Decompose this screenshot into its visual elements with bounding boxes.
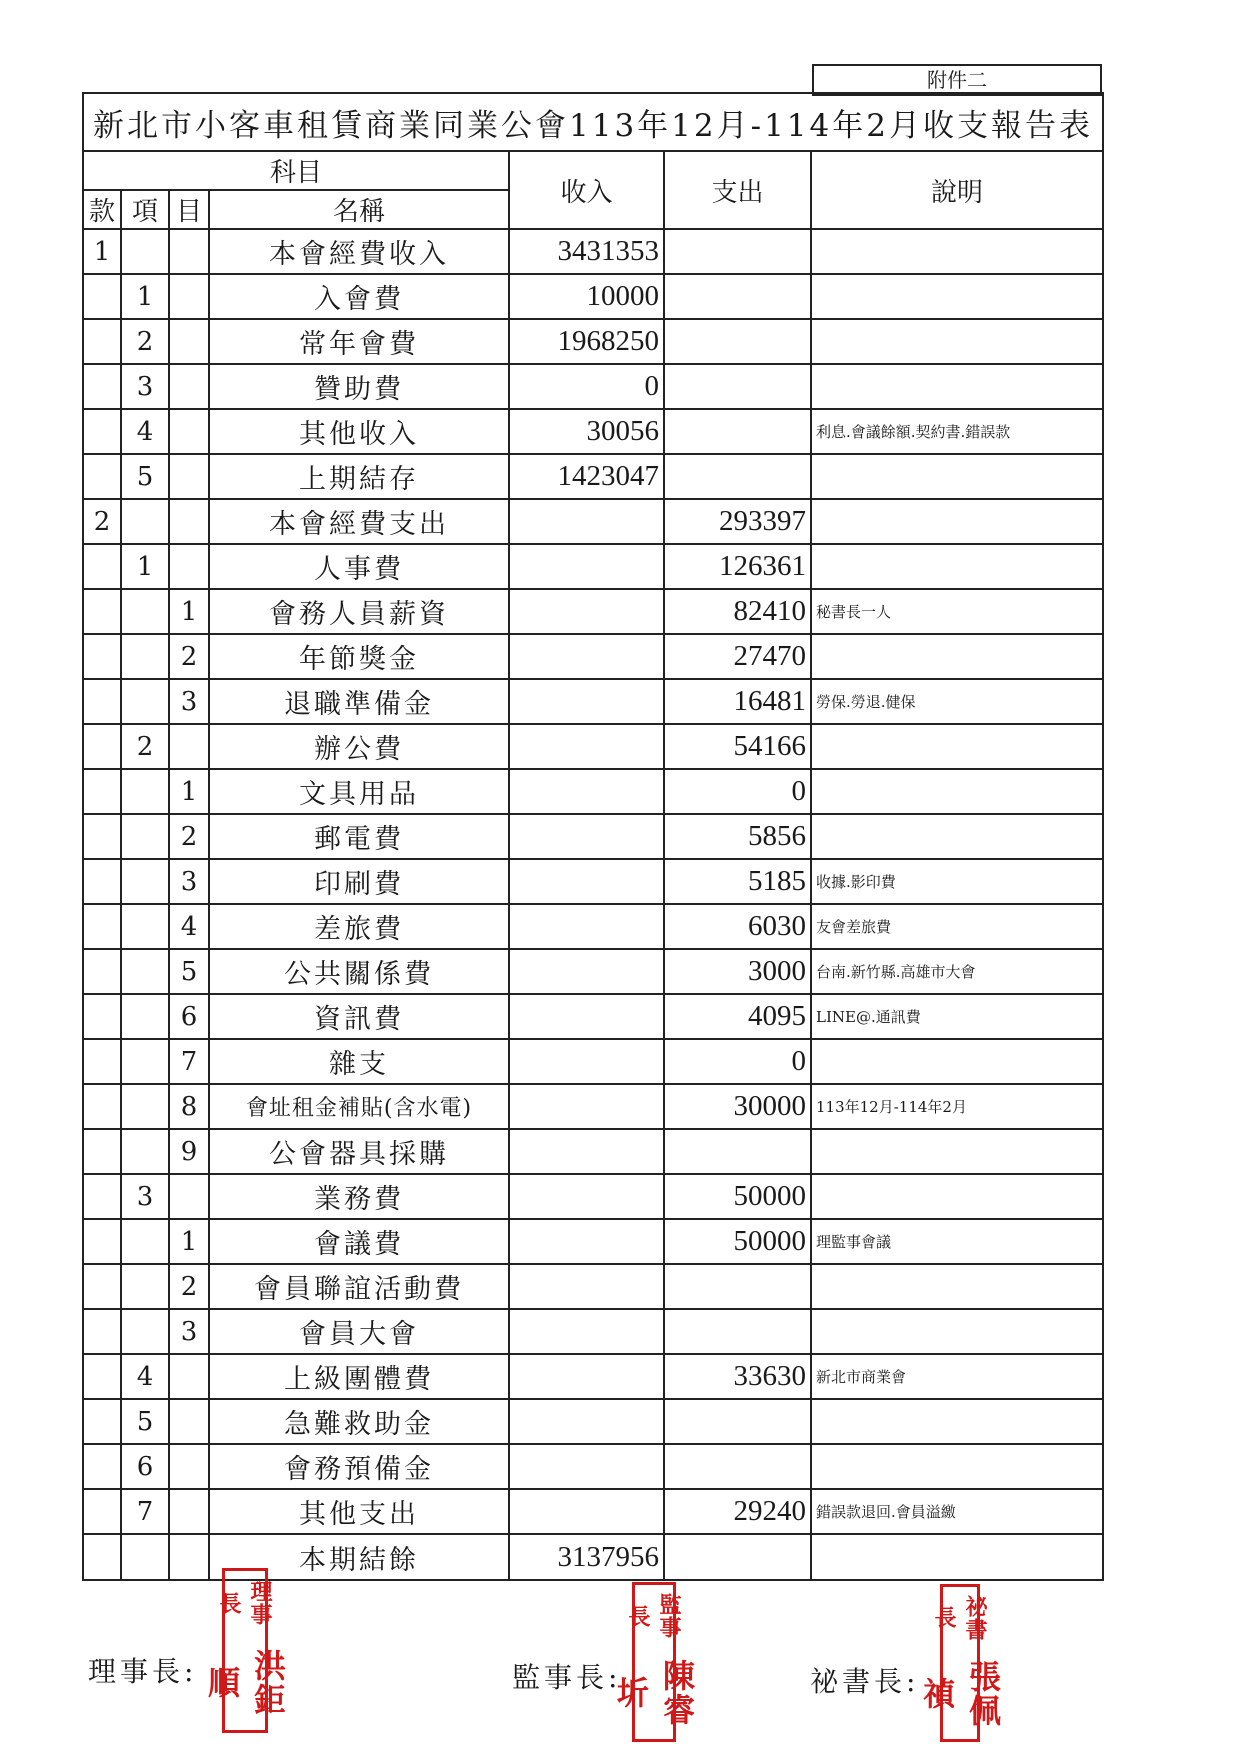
name-cell: 文具用品 (209, 769, 509, 814)
mu-header: 目 (169, 190, 209, 229)
mu-cell (169, 1489, 209, 1534)
name-cell: 本會經費收入 (209, 229, 509, 274)
name-cell: 公會器具採購 (209, 1129, 509, 1174)
kuan-cell (83, 1039, 121, 1084)
expense-cell (664, 1399, 811, 1444)
xiang-cell: 7 (121, 1489, 169, 1534)
xiang-cell: 1 (121, 274, 169, 319)
name-cell: 差旅費 (209, 904, 509, 949)
expense-cell: 33630 (664, 1354, 811, 1399)
expense-cell: 4095 (664, 994, 811, 1039)
income-cell (509, 679, 664, 724)
mu-cell (169, 319, 209, 364)
income-cell (509, 1039, 664, 1084)
kuan-cell (83, 544, 121, 589)
income-header: 收入 (509, 151, 664, 229)
kuan-cell (83, 1399, 121, 1444)
name-cell: 人事費 (209, 544, 509, 589)
name-cell: 入會費 (209, 274, 509, 319)
kuan-cell (83, 409, 121, 454)
note-cell (811, 1129, 1103, 1174)
expense-cell: 50000 (664, 1219, 811, 1264)
mu-cell: 1 (169, 769, 209, 814)
table-row (83, 1264, 1103, 1309)
kuan-cell (83, 679, 121, 724)
table-row (83, 769, 1103, 814)
expense-cell: 29240 (664, 1489, 811, 1534)
total-xiang-cell (121, 1534, 169, 1580)
xiang-cell (121, 1219, 169, 1264)
expense-cell: 0 (664, 769, 811, 814)
kuan-cell: 2 (83, 499, 121, 544)
supervisor-seal (612, 1582, 696, 1742)
income-cell (509, 949, 664, 994)
mu-cell (169, 1399, 209, 1444)
xiang-cell (121, 814, 169, 859)
note-cell: 秘書長一人 (811, 589, 1103, 634)
expense-cell: 54166 (664, 724, 811, 769)
note-cell: 錯誤款退回.會員溢繳 (811, 1489, 1103, 1534)
supervisor-label: 監事長: (512, 1661, 622, 1694)
chairman-seal (203, 1568, 287, 1733)
expense-cell (664, 364, 811, 409)
table-row (83, 589, 1103, 634)
table-row (83, 1129, 1103, 1174)
mu-cell: 3 (169, 1309, 209, 1354)
note-cell (811, 1399, 1103, 1444)
income-cell (509, 499, 664, 544)
note-cell: 台南.新竹縣.高雄市大會 (811, 949, 1103, 994)
mu-cell: 8 (169, 1084, 209, 1129)
secretary-label: 祕書長: (810, 1665, 920, 1698)
mu-cell: 3 (169, 859, 209, 904)
note-cell (811, 769, 1103, 814)
income-cell (509, 1174, 664, 1219)
note-cell (811, 499, 1103, 544)
income-cell (509, 904, 664, 949)
income-cell (509, 769, 664, 814)
income-cell (509, 859, 664, 904)
name-cell: 會務預備金 (209, 1444, 509, 1489)
name-cell: 上期結存 (209, 454, 509, 499)
note-cell (811, 724, 1103, 769)
expense-cell (664, 274, 811, 319)
xiang-cell: 3 (121, 1174, 169, 1219)
name-cell: 會員聯誼活動費 (209, 1264, 509, 1309)
table-row (83, 1399, 1103, 1444)
attachment-label: 附件二 (812, 64, 1102, 96)
name-header: 名稱 (209, 190, 509, 229)
kuan-cell (83, 1309, 121, 1354)
xiang-cell: 4 (121, 1354, 169, 1399)
kuan-cell (83, 1219, 121, 1264)
income-cell (509, 544, 664, 589)
kuan-cell (83, 949, 121, 994)
income-cell: 0 (509, 364, 664, 409)
name-cell: 郵電費 (209, 814, 509, 859)
income-cell: 30056 (509, 409, 664, 454)
income-cell: 1423047 (509, 454, 664, 499)
kuan-cell (83, 859, 121, 904)
xiang-cell (121, 1264, 169, 1309)
name-cell: 會員大會 (209, 1309, 509, 1354)
xiang-cell: 6 (121, 1444, 169, 1489)
note-cell (811, 1039, 1103, 1084)
total-name-cell: 本期結餘 (209, 1534, 509, 1580)
xiang-cell: 3 (121, 364, 169, 409)
secretary-seal-name: 張佩禎 (918, 1659, 1002, 1728)
table-row (83, 1354, 1103, 1399)
kuan-cell (83, 1444, 121, 1489)
income-cell: 1968250 (509, 319, 664, 364)
mu-cell (169, 1354, 209, 1399)
expense-cell: 82410 (664, 589, 811, 634)
chairman-label: 理事長: (88, 1655, 198, 1688)
mu-cell: 2 (169, 634, 209, 679)
xiang-cell (121, 589, 169, 634)
expense-cell: 16481 (664, 679, 811, 724)
kuan-cell (83, 994, 121, 1039)
xiang-cell (121, 859, 169, 904)
title-row (83, 93, 1103, 151)
expense-header: 支出 (664, 151, 811, 229)
table-row (83, 274, 1103, 319)
report-title: 新北市小客車租賃商業同業公會113年12月-114年2月收支報告表 (83, 93, 1103, 151)
table-row (83, 1309, 1103, 1354)
income-cell (509, 994, 664, 1039)
mu-cell: 1 (169, 1219, 209, 1264)
note-cell (811, 544, 1103, 589)
kuan-cell (83, 904, 121, 949)
xiang-cell (121, 1039, 169, 1084)
xiang-header: 項 (121, 190, 169, 229)
note-cell: 收據.影印費 (811, 859, 1103, 904)
income-cell (509, 1309, 664, 1354)
kuan-cell (83, 1354, 121, 1399)
mu-cell: 9 (169, 1129, 209, 1174)
table-row (83, 1084, 1103, 1129)
xiang-cell: 5 (121, 1399, 169, 1444)
table-row (83, 859, 1103, 904)
note-cell (811, 1264, 1103, 1309)
xiang-cell (121, 769, 169, 814)
note-cell: 勞保.勞退.健保 (811, 679, 1103, 724)
mu-cell: 7 (169, 1039, 209, 1084)
kuan-cell (83, 814, 121, 859)
note-cell: 新北市商業會 (811, 1354, 1103, 1399)
note-cell (811, 274, 1103, 319)
kuan-cell (83, 364, 121, 409)
expense-cell (664, 319, 811, 364)
xiang-cell (121, 679, 169, 724)
table-row (83, 724, 1103, 769)
kuan-cell (83, 1174, 121, 1219)
name-cell: 上級團體費 (209, 1354, 509, 1399)
mu-cell (169, 364, 209, 409)
mu-cell: 3 (169, 679, 209, 724)
note-cell: LINE@.通訊費 (811, 994, 1103, 1039)
income-cell (509, 634, 664, 679)
mu-cell (169, 499, 209, 544)
kuan-cell (83, 319, 121, 364)
income-cell: 10000 (509, 274, 664, 319)
note-cell (811, 814, 1103, 859)
name-cell: 本會經費支出 (209, 499, 509, 544)
table-row (83, 1444, 1103, 1489)
name-cell: 業務費 (209, 1174, 509, 1219)
name-cell: 其他收入 (209, 409, 509, 454)
expense-cell: 293397 (664, 499, 811, 544)
xiang-cell: 5 (121, 454, 169, 499)
mu-cell: 2 (169, 814, 209, 859)
name-cell: 印刷費 (209, 859, 509, 904)
expense-cell (664, 454, 811, 499)
expense-cell: 5185 (664, 859, 811, 904)
expense-cell: 50000 (664, 1174, 811, 1219)
table-row (83, 1219, 1103, 1264)
income-cell (509, 814, 664, 859)
income-cell (509, 589, 664, 634)
kuan-header: 款 (83, 190, 121, 229)
total-expense-cell (664, 1534, 811, 1580)
table-row (83, 364, 1103, 409)
table-row (83, 994, 1103, 1039)
table-row (83, 1174, 1103, 1219)
note-cell (811, 1309, 1103, 1354)
xiang-cell (121, 949, 169, 994)
table-row (83, 409, 1103, 454)
xiang-cell (121, 1309, 169, 1354)
kuan-cell (83, 454, 121, 499)
xiang-cell (121, 904, 169, 949)
note-cell (811, 1444, 1103, 1489)
expense-cell: 30000 (664, 1084, 811, 1129)
note-cell (811, 634, 1103, 679)
income-cell (509, 1489, 664, 1534)
xiang-cell (121, 499, 169, 544)
xiang-cell (121, 1084, 169, 1129)
note-cell (811, 364, 1103, 409)
income-cell (509, 1219, 664, 1264)
mu-cell (169, 454, 209, 499)
total-note-cell (811, 1534, 1103, 1580)
expense-cell: 126361 (664, 544, 811, 589)
mu-cell: 5 (169, 949, 209, 994)
table-row (83, 679, 1103, 724)
name-cell: 會務人員薪資 (209, 589, 509, 634)
supervisor-seal-title: 監事長 (625, 1593, 682, 1640)
secretary-seal-title: 祕書長 (931, 1594, 988, 1641)
xiang-cell (121, 634, 169, 679)
total-kuan-cell (83, 1534, 121, 1580)
note-cell (811, 319, 1103, 364)
note-cell (811, 1174, 1103, 1219)
table-row (83, 499, 1103, 544)
expense-cell: 6030 (664, 904, 811, 949)
kuan-cell (83, 274, 121, 319)
note-cell: 113年12月-114年2月 (811, 1084, 1103, 1129)
table-row (83, 229, 1103, 274)
income-cell (509, 724, 664, 769)
name-cell: 公共關係費 (209, 949, 509, 994)
expense-cell (664, 409, 811, 454)
mu-cell: 2 (169, 1264, 209, 1309)
chairman-seal-name: 洪鉅順 (203, 1648, 287, 1717)
name-cell: 急難救助金 (209, 1399, 509, 1444)
kuan-cell (83, 1129, 121, 1174)
kuan-cell (83, 769, 121, 814)
table-row (83, 814, 1103, 859)
note-cell: 友會差旅費 (811, 904, 1103, 949)
total-mu-cell (169, 1534, 209, 1580)
table-row (83, 1039, 1103, 1084)
xiang-cell (121, 994, 169, 1039)
xiang-cell (121, 1129, 169, 1174)
expense-cell (664, 1264, 811, 1309)
xiang-cell: 1 (121, 544, 169, 589)
kuan-cell: 1 (83, 229, 121, 274)
table-row (83, 1489, 1103, 1534)
expense-cell (664, 1309, 811, 1354)
income-cell (509, 1084, 664, 1129)
subject-header: 科目 (83, 151, 509, 190)
xiang-cell: 2 (121, 319, 169, 364)
expense-cell: 27470 (664, 634, 811, 679)
mu-cell (169, 409, 209, 454)
chairman-seal-title: 理事長 (216, 1580, 273, 1627)
expense-cell (664, 229, 811, 274)
note-header: 說明 (811, 151, 1103, 229)
expense-cell: 3000 (664, 949, 811, 994)
kuan-cell (83, 589, 121, 634)
total-income-cell: 3137956 (509, 1534, 664, 1580)
income-cell (509, 1444, 664, 1489)
header-row-1 (83, 151, 1103, 190)
table-row (83, 454, 1103, 499)
table-row (83, 904, 1103, 949)
note-cell: 理監事會議 (811, 1219, 1103, 1264)
name-cell: 雜支 (209, 1039, 509, 1084)
table-row (83, 319, 1103, 364)
kuan-cell (83, 1489, 121, 1534)
kuan-cell (83, 1084, 121, 1129)
mu-cell: 6 (169, 994, 209, 1039)
income-expense-table (82, 92, 1104, 1581)
expense-cell (664, 1129, 811, 1174)
name-cell: 會議費 (209, 1219, 509, 1264)
kuan-cell (83, 724, 121, 769)
note-cell (811, 454, 1103, 499)
mu-cell (169, 544, 209, 589)
name-cell: 常年會費 (209, 319, 509, 364)
mu-cell: 1 (169, 589, 209, 634)
xiang-cell: 2 (121, 724, 169, 769)
name-cell: 年節獎金 (209, 634, 509, 679)
xiang-cell (121, 229, 169, 274)
mu-cell (169, 229, 209, 274)
income-cell (509, 1264, 664, 1309)
name-cell: 資訊費 (209, 994, 509, 1039)
expense-cell (664, 1444, 811, 1489)
note-cell: 利息.會議餘額.契約書.錯誤款 (811, 409, 1103, 454)
income-cell (509, 1399, 664, 1444)
income-cell: 3431353 (509, 229, 664, 274)
income-cell (509, 1129, 664, 1174)
mu-cell (169, 1174, 209, 1219)
income-cell (509, 1354, 664, 1399)
kuan-cell (83, 634, 121, 679)
name-cell: 辦公費 (209, 724, 509, 769)
mu-cell (169, 1444, 209, 1489)
name-cell: 退職準備金 (209, 679, 509, 724)
mu-cell (169, 274, 209, 319)
table-row (83, 544, 1103, 589)
table-row (83, 634, 1103, 679)
note-cell (811, 229, 1103, 274)
table-row (83, 949, 1103, 994)
supervisor-seal-name: 陳睿圻 (612, 1659, 696, 1728)
secretary-seal (918, 1584, 1002, 1742)
mu-cell (169, 724, 209, 769)
expense-cell: 0 (664, 1039, 811, 1084)
xiang-cell: 4 (121, 409, 169, 454)
kuan-cell (83, 1264, 121, 1309)
name-cell: 會址租金補貼(含水電) (209, 1084, 509, 1129)
name-cell: 贊助費 (209, 364, 509, 409)
name-cell: 其他支出 (209, 1489, 509, 1534)
expense-cell: 5856 (664, 814, 811, 859)
mu-cell: 4 (169, 904, 209, 949)
